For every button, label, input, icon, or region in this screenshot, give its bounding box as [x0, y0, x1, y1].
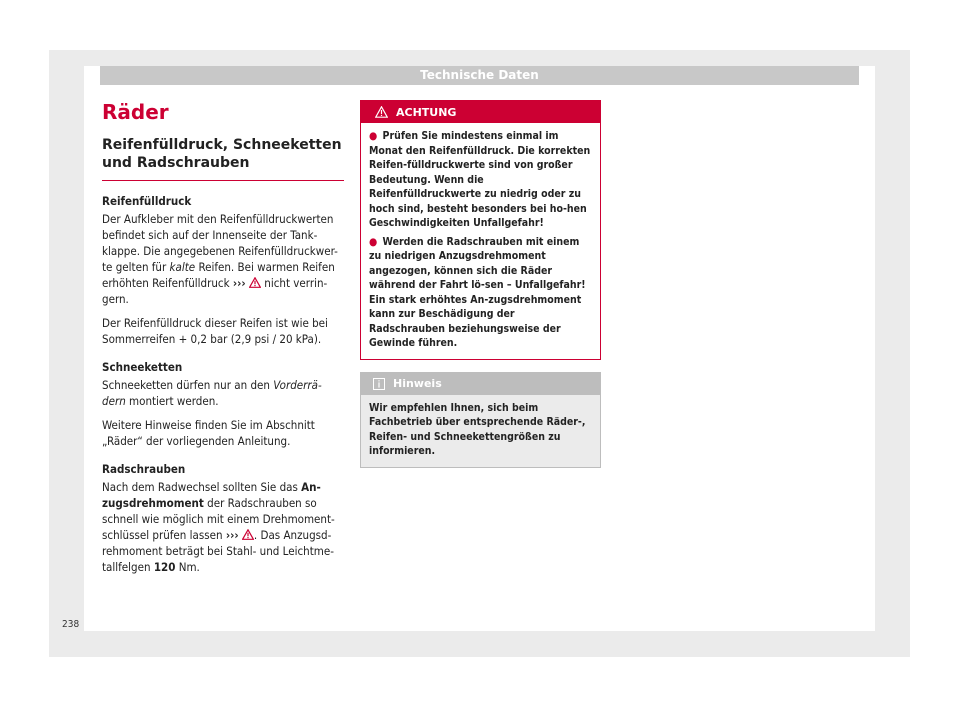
text: Nach dem Radwechsel sollten Sie das: [102, 480, 302, 494]
paragraph-snow-chains-1: [102, 377, 344, 409]
note-label: Hinweis: [393, 377, 442, 390]
torque-value: 120: [153, 560, 176, 574]
left-column: [102, 100, 344, 575]
note-box: [360, 372, 601, 468]
warning-triangle-icon: [249, 277, 261, 288]
info-icon: [373, 378, 385, 390]
warning-label: ACHTUNG: [396, 105, 457, 119]
paragraph-tire-pressure-2: Der Reifenfülldruck dieser Reifen ist wie bei Sommerreifen + 0,2 bar (2,9 psi / 20 kPa).: [102, 316, 328, 346]
text: montiert werden.: [125, 394, 219, 408]
strong-text: An-zugsdrehmoment: [102, 480, 321, 510]
right-column: [360, 100, 601, 468]
note-box-header: [361, 373, 600, 395]
text: Nm.: [175, 560, 200, 574]
page-number: 238: [62, 619, 80, 630]
heading-tire-pressure: Reifenfülldruck: [102, 194, 192, 208]
warning-item: [369, 235, 592, 351]
cross-ref-arrow[interactable]: ›››: [225, 528, 239, 542]
bullet: ●: [369, 130, 378, 142]
heading-wheel-bolts: Radschrauben: [102, 462, 186, 476]
warning-item-text: Werden die Radschrauben mit einem zu niedrigen Anzugsdrehmoment angezogen, können sich die Räder während der Fahrt lö-sen – Unfallgefahr! Ein stark erhöhtes An-zugsdrehmoment kann zur Beschädigung der Radschrauben beziehungsweise der Gewinde führen.: [369, 235, 586, 349]
text: der Radschrauben so schnell wie möglich mit einem Drehmoment-schlüssel prüfen lassen: [102, 496, 335, 542]
chapter-title: Räder: [102, 100, 169, 124]
heading-snow-chains: Schneeketten: [102, 360, 183, 374]
warning-box: [360, 100, 601, 360]
text: nicht verrin-gern.: [102, 276, 328, 306]
warning-item-text: Prüfen Sie mindestens einmal im Monat den Reifenfülldruck. Die korrekten Reifen-fülldruckwerte sind von großer Bedeutung. Wenn die Reifenfülldruckwerte zu niedrig oder zu hoch sind, besteht besonders bei ho-hen Geschwindigkeiten Unfallgefahr!: [369, 130, 591, 229]
note-text: Wir empfehlen Ihnen, sich beim Fachbetrieb über entsprechende Räder-, Reifen- und Schneekettengrößen zu informieren.: [369, 401, 586, 457]
warning-triangle-icon: [375, 106, 388, 118]
warning-body: [361, 123, 600, 359]
warning-item: [369, 129, 592, 231]
emphasis-text: Vorderrä-dern: [102, 378, 322, 408]
section-header-bar: [100, 66, 859, 85]
text: . Das Anzugsd-rehmoment beträgt bei Stahl- und Leichtme-tallfelgen: [102, 528, 334, 574]
text: Der Aufkleber mit den Reifenfülldruckwerten befindet sich auf der Innenseite der Tank-klappe. Die angegebenen Reifenfülldruckwer-te gelten für: [102, 212, 338, 274]
header-title: Technische Daten: [420, 68, 539, 82]
paragraph-wheel-bolts: [102, 479, 344, 575]
body-text: [102, 193, 344, 575]
paragraph-snow-chains-2: Weitere Hinweise finden Sie im Abschnitt „Räder“ der vorliegenden Anleitung.: [102, 418, 315, 448]
section-title: Reifenfülldruck, Schneeketten und Radschrauben: [102, 136, 344, 181]
warning-triangle-icon: [242, 529, 254, 540]
text: Reifen. Bei warmen Reifen erhöhten Reifenfülldruck: [102, 260, 335, 290]
emphasis-text: kalte: [169, 260, 196, 274]
warning-box-header: [361, 101, 600, 123]
bullet: ●: [369, 235, 378, 248]
cross-ref-arrow[interactable]: ›››: [232, 276, 246, 290]
paragraph-tire-pressure-1: [102, 211, 344, 307]
text: Schneeketten dürfen nur an den: [102, 378, 274, 392]
